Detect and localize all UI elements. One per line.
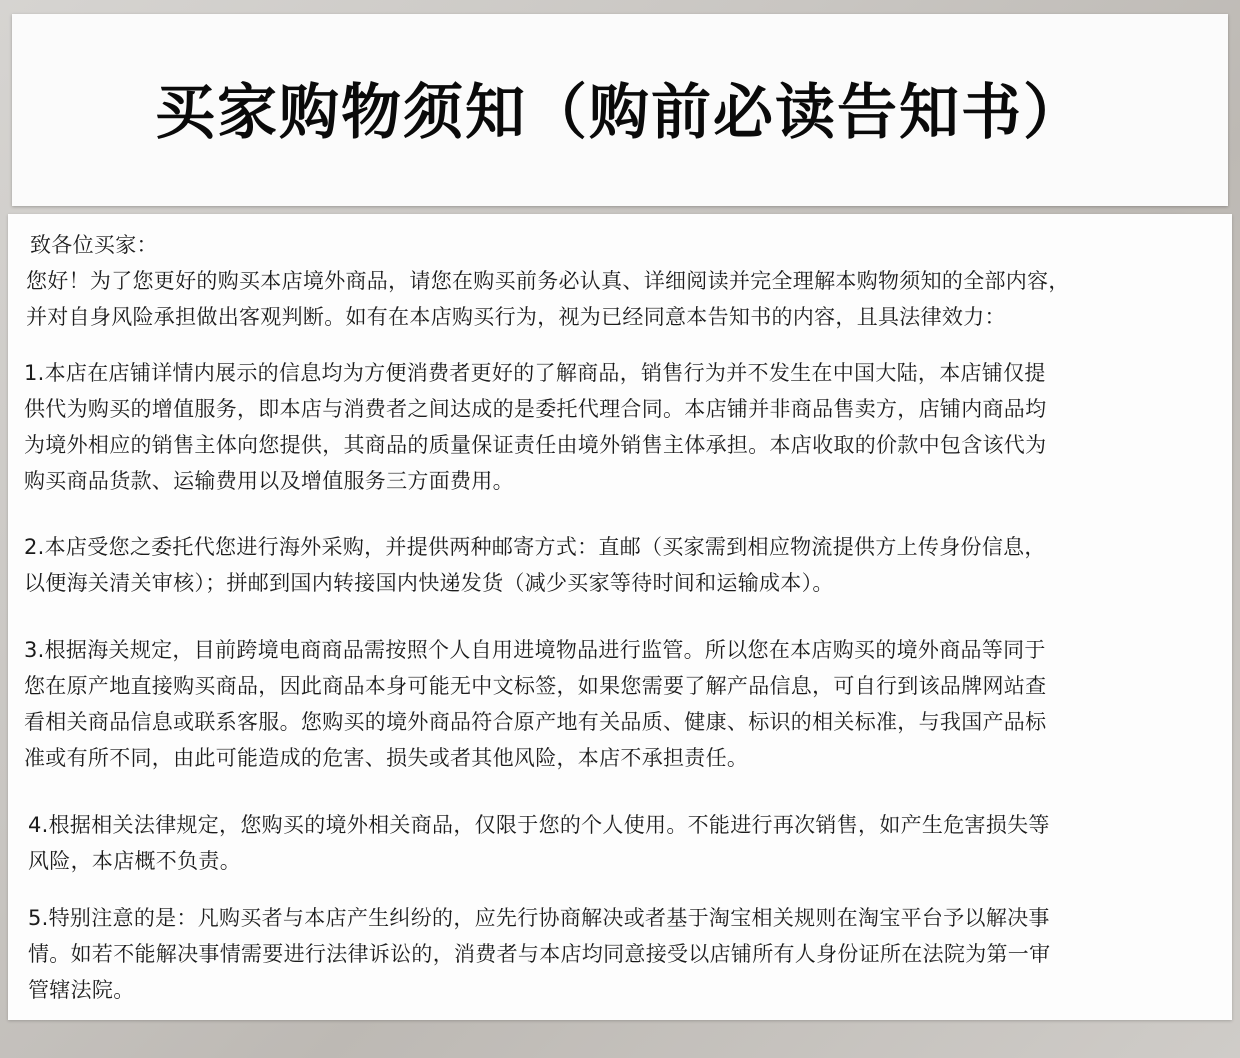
clause-line: 情。如若不能解决事情需要进行法律诉讼的，消费者与本店均同意接受以店铺所有人身份证所在法院为第一审 (28, 942, 1051, 966)
clause-line: 风险，本店概不负责。 (28, 849, 241, 873)
clause-line: 1.本店在店铺详情内展示的信息均为方便消费者更好的了解商品，销售行为并不发生在中国大陆，本店铺仅提 (24, 361, 1046, 385)
clause-line: 管辖法院。 (28, 978, 135, 1002)
clause-line: 供代为购买的增值服务，即本店与消费者之间达成的是委托代理合同。本店铺并非商品售卖方，店铺内商品均 (24, 397, 1047, 421)
greeting: 致各位买家： (30, 233, 158, 257)
clause-line: 5.特别注意的是：凡购买者与本店产生纠纷的，应先行协商解决或者基于淘宝相关规则在淘宝平台予以解决事 (28, 906, 1050, 930)
clause-line: 购买商品货款、运输费用以及增值服务三方面费用。 (24, 469, 514, 493)
notice-body (8, 214, 1232, 1020)
clause-line: 4.根据相关法律规定，您购买的境外相关商品，仅限于您的个人使用。不能进行再次销售，如产生危害损失等 (28, 813, 1050, 837)
clause-line: 以便海关清关审核）；拼邮到国内转接国内快递发货（减少买家等待时间和运输成本）。 (24, 571, 834, 595)
clause-line: 为境外相应的销售主体向您提供，其商品的质量保证责任由境外销售主体承担。本店收取的价款中包含该代为 (24, 433, 1047, 457)
page-title: 买家购物须知（购前必读告知书） (155, 78, 1085, 148)
clause-line: 看相关商品信息或联系客服。您购买的境外商品符合原产地有关品质、健康、标识的相关标准，与我国产品标 (24, 710, 1047, 734)
clause-line: 3.根据海关规定，目前跨境电商商品需按照个人自用进境物品进行监管。所以您在本店购买的境外商品等同于 (24, 638, 1046, 662)
intro-line: 您好！为了您更好的购买本店境外商品，请您在购买前务必认真、详细阅读并完全理解本购物须知的全部内容， (26, 269, 1070, 293)
clause-line: 您在原产地直接购买商品，因此商品本身可能无中文标签，如果您需要了解产品信息，可自行到该品牌网站查 (24, 674, 1047, 698)
clause-line: 2.本店受您之委托代您进行海外采购，并提供两种邮寄方式：直邮（买家需到相应物流提供方上传身份信息， (24, 535, 1046, 559)
intro-line: 并对自身风险承担做出客观判断。如有在本店购买行为，视为已经同意本告知书的内容，且具法律效力： (26, 305, 1006, 329)
title-banner (12, 14, 1228, 206)
clause-line: 准或有所不同，由此可能造成的危害、损失或者其他风险，本店不承担责任。 (24, 746, 749, 770)
